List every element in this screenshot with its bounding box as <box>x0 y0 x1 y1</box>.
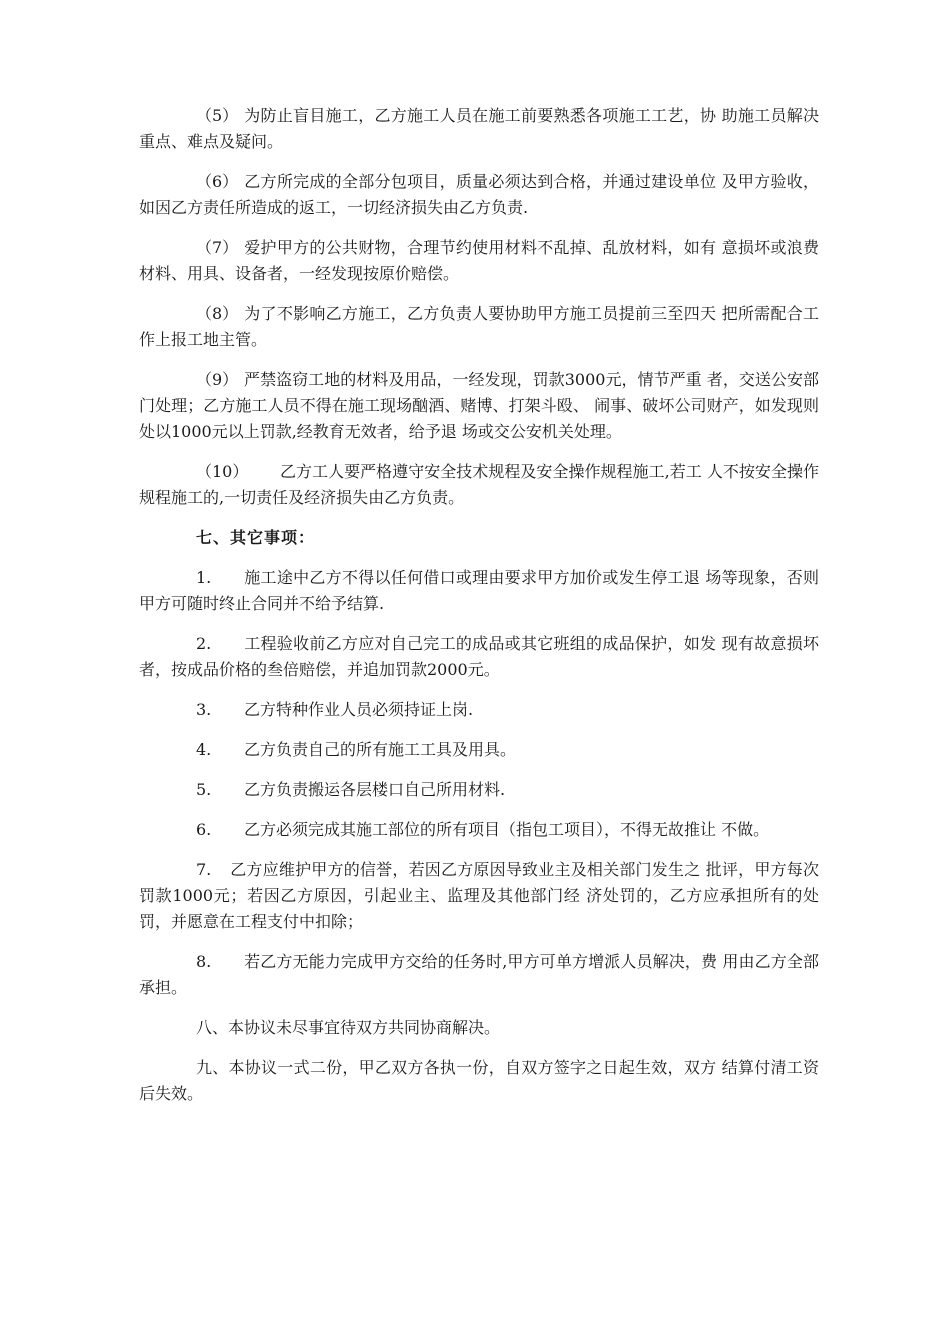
clause-text: 乙方工人要严格遵守安全技术规程及安全操作规程施工,若工 人不按安全操作规程施工的,一切责任及经济损失由乙方负责。 <box>139 462 819 507</box>
item-text: 若乙方无能力完成甲方交给的任务时,甲方可单方增派人员解决，费 用由乙方全部承担。 <box>139 952 819 997</box>
section-7-item-2 <box>139 631 819 683</box>
section-7-item-8 <box>139 949 819 1001</box>
section-7-item-7 <box>139 857 819 935</box>
clause-7 <box>139 235 819 287</box>
clause-5 <box>139 103 819 155</box>
section-7-item-1 <box>139 565 819 617</box>
item-text: 乙方负责搬运各层楼口自己所用材料. <box>244 780 506 799</box>
item-text: 乙方应维护甲方的信誉，若因乙方原因导致业主及相关部门发生之 批评，甲方每次罚款1000元；若因乙方原因，引起业主、监理及其他部门经 济处罚的，乙方应承担所有的处罚，并愿意在工程支付中扣除； <box>139 860 819 931</box>
clause-text: 爱护甲方的公共财物，合理节约使用材料不乱掉、乱放材料，如有 意损坏或浪费材料、用具、设备者，一经发现按原价赔偿。 <box>139 238 819 283</box>
item-text: 乙方负责自己的所有施工工具及用具。 <box>244 740 517 759</box>
clause-number: （8） <box>196 304 239 323</box>
section-9: 九、本协议一式二份，甲乙双方各执一份，自双方签字之日起生效，双方 结算付清工资后失效。 <box>139 1058 819 1103</box>
item-number: 3. <box>196 700 212 719</box>
clause-9 <box>139 367 819 445</box>
section-7-heading: 七、其它事项： <box>196 528 316 547</box>
clause-number: （7） <box>196 238 239 257</box>
section-7-item-4 <box>139 737 819 763</box>
clause-10 <box>139 459 819 511</box>
item-number: 1. <box>196 568 212 587</box>
clause-text: 乙方所完成的全部分包项目，质量必须达到合格，并通过建设单位 及甲方验收，如因乙方责任所造成的返工，一切经济损失由乙方负责. <box>139 172 819 217</box>
clause-text: 严禁盗窃工地的材料及用品，一经发现，罚款3000元，情节严重 者，交送公安部门处理；乙方施工人员不得在施工现场酗酒、赌博、打架斗殴、 闹事、破坏公司财产，如发现则处以1000元以上罚款,经教育无效者，给予退 场或交公安机关处理。 <box>139 370 819 441</box>
document-page <box>139 103 819 1121</box>
item-text: 乙方特种作业人员必须持证上岗. <box>244 700 474 719</box>
clause-number: （6） <box>196 172 239 191</box>
item-number: 6. <box>196 820 212 839</box>
item-number: 2. <box>196 634 212 653</box>
section-7-item-5 <box>139 777 819 803</box>
clause-8 <box>139 301 819 353</box>
clause-number: （9） <box>196 370 239 389</box>
item-text: 工程验收前乙方应对自己完工的成品或其它班组的成品保护，如发 现有故意损坏者，按成品价格的叁倍赔偿，并追加罚款2000元。 <box>139 634 819 679</box>
clause-text: 为了不影响乙方施工，乙方负责人要协助甲方施工员提前三至四天 把所需配合工作上报工地主管。 <box>139 304 819 349</box>
clause-number: （10） <box>196 462 249 481</box>
section-8: 八、本协议未尽事宜待双方共同协商解决。 <box>196 1018 501 1037</box>
clause-text: 为防止盲目施工，乙方施工人员在施工前要熟悉各项施工工艺，协 助施工员解决重点、难点及疑问。 <box>139 106 819 151</box>
item-number: 5. <box>196 780 212 799</box>
item-number: 8. <box>196 952 212 971</box>
section-7-item-3 <box>139 697 819 723</box>
section-7-item-6 <box>139 817 819 843</box>
clause-number: （5） <box>196 106 239 125</box>
item-number: 7. <box>196 860 212 879</box>
item-text: 施工途中乙方不得以任何借口或理由要求甲方加价或发生停工退 场等现象，否则甲方可随时终止合同并不给予结算. <box>139 568 819 613</box>
item-number: 4. <box>196 740 212 759</box>
clause-6 <box>139 169 819 221</box>
item-text: 乙方必须完成其施工部位的所有项目（指包工项目），不得无故推让 不做。 <box>244 820 770 839</box>
